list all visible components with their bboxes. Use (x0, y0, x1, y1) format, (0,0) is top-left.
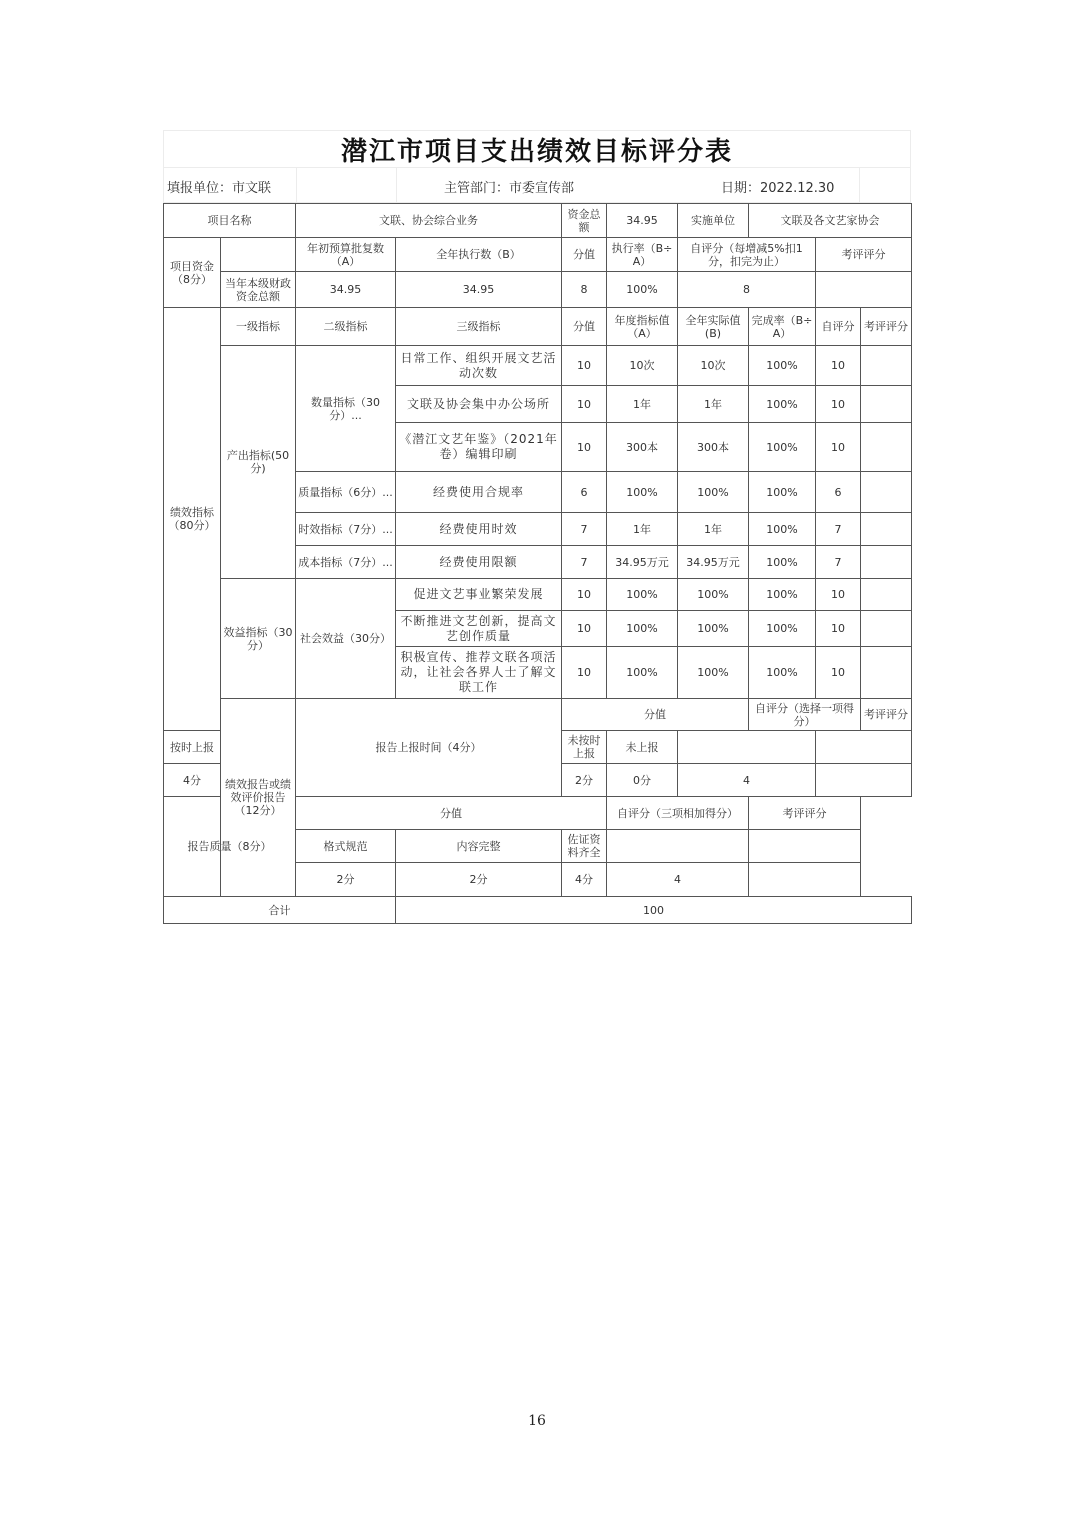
table-row (164, 346, 912, 386)
indicator-target: 34.95万元 (607, 546, 678, 579)
target-header: 年度指标值（A） (607, 308, 678, 346)
info-divider (859, 168, 860, 202)
indicator-self: 7 (816, 546, 861, 579)
indicator-rate: 100% (749, 546, 816, 579)
exec-rate-value: 100% (607, 272, 678, 308)
report-date: 日期：2022.12.30 (721, 181, 835, 196)
info-bar (163, 167, 911, 203)
blank-cell (607, 830, 749, 863)
report-quality-self-header: 自评分（三项相加得分） (607, 797, 749, 830)
report-time-review-header: 考评评分 (861, 699, 912, 731)
blank-cell (749, 830, 861, 863)
indicator-target: 100% (607, 647, 678, 699)
indicator-actual: 34.95万元 (678, 546, 749, 579)
indicator-actual: 300本 (678, 423, 749, 472)
indicator-self: 10 (816, 423, 861, 472)
fund-blank-cell (221, 238, 296, 272)
indicator-score: 10 (562, 611, 607, 647)
indicator-target: 10次 (607, 346, 678, 386)
perf-header-row (164, 308, 912, 346)
fund-section-label: 项目资金（8分） (164, 238, 221, 308)
total-value: 100 (396, 897, 912, 924)
level3-header: 三级指标 (396, 308, 562, 346)
indicator-rate: 100% (749, 611, 816, 647)
report-quality-self-value: 4 (607, 863, 749, 897)
indicator-self: 7 (816, 513, 861, 546)
social-benefit-label: 社会效益（30分） (296, 579, 396, 699)
indicator-actual: 1年 (678, 513, 749, 546)
indicator-review (861, 513, 912, 546)
indicator-name: 文联及协会集中办公场所 (396, 386, 562, 423)
indicator-actual: 10次 (678, 346, 749, 386)
budget-value: 34.95 (296, 272, 396, 308)
exec-value: 34.95 (396, 272, 562, 308)
indicator-target: 100% (607, 472, 678, 513)
not-reported-score: 0分 (607, 764, 678, 797)
report-quality-score-header: 分值 (296, 797, 607, 830)
indicator-review (861, 472, 912, 513)
reporting-unit: 填报单位：市文联 (167, 181, 272, 196)
total-label: 合计 (164, 897, 396, 924)
content-score: 2分 (396, 863, 562, 897)
score-sheet (163, 130, 911, 924)
fund-review-value (816, 272, 912, 308)
indicator-actual: 100% (678, 611, 749, 647)
fund-self-header: 自评分（每增减5%扣1分，扣完为止） (678, 238, 816, 272)
indicator-self: 10 (816, 386, 861, 423)
report-quality-review-header: 考评评分 (749, 797, 861, 830)
indicator-score: 10 (562, 647, 607, 699)
indicator-score: 10 (562, 386, 607, 423)
completion-header: 完成率（B÷A） (749, 308, 816, 346)
fund-score-value: 8 (562, 272, 607, 308)
score-header: 分值 (562, 238, 607, 272)
indicator-score: 6 (562, 472, 607, 513)
info-divider (396, 168, 397, 202)
evidence-score: 4分 (562, 863, 607, 897)
indicator-rate: 100% (749, 386, 816, 423)
indicator-name: 经费使用限额 (396, 546, 562, 579)
indicator-rate: 100% (749, 346, 816, 386)
project-name-value: 文联、协会综合业务 (296, 204, 562, 238)
perf-section-label: 绩效指标（80分） (164, 308, 221, 731)
indicator-name: 促进文艺事业繁荣发展 (396, 579, 562, 611)
indicator-name: 《潜江文艺年鉴》（2021年卷）编辑印刷 (396, 423, 562, 472)
table-row (164, 579, 912, 611)
benefit-indicator-label: 效益指标（30分） (221, 579, 296, 699)
project-row (164, 204, 912, 238)
evidence-option: 佐证资料齐全 (562, 830, 607, 863)
indicator-name: 日常工作、组织开展文艺活动次数 (396, 346, 562, 386)
fund-self-value: 8 (678, 272, 816, 308)
blank-cell (678, 731, 816, 764)
indicator-rate: 100% (749, 423, 816, 472)
blank-cell (816, 764, 912, 797)
indicator-self: 10 (816, 346, 861, 386)
actual-header: 全年实际值(B) (678, 308, 749, 346)
fund-row-label: 当年本级财政资金总额 (221, 272, 296, 308)
indicator-actual: 100% (678, 647, 749, 699)
format-option: 格式规范 (296, 830, 396, 863)
fund-review-header: 考评评分 (816, 238, 912, 272)
level1-header: 一级指标 (221, 308, 296, 346)
output-indicator-label: 产出指标(50分) (221, 346, 296, 579)
indicator-target: 100% (607, 611, 678, 647)
fund-value-row (164, 272, 912, 308)
content-option: 内容完整 (396, 830, 562, 863)
indicator-actual: 100% (678, 472, 749, 513)
indicator-review (861, 647, 912, 699)
perf-self-header: 自评分 (816, 308, 861, 346)
indicator-review (861, 346, 912, 386)
cost-indicator-label: 成本指标（7分）... (296, 546, 396, 579)
indicator-rate: 100% (749, 647, 816, 699)
indicator-name: 经费使用时效 (396, 513, 562, 546)
late-option: 未按时上报 (562, 731, 607, 764)
indicator-score: 7 (562, 546, 607, 579)
fund-total-value: 34.95 (607, 204, 678, 238)
department: 主管部门：市委宣传部 (444, 181, 575, 196)
blank-cell (816, 731, 912, 764)
quantity-indicator-label: 数量指标（30分）... (296, 346, 396, 472)
indicator-self: 10 (816, 611, 861, 647)
report-time-label: 报告上报时间（4分） (296, 699, 562, 797)
indicator-target: 100% (607, 579, 678, 611)
late-score: 2分 (562, 764, 607, 797)
indicator-review (861, 611, 912, 647)
indicator-review (861, 423, 912, 472)
perf-review-header: 考评评分 (861, 308, 912, 346)
page-title: 潜江市项目支出绩效目标评分表 (163, 130, 911, 167)
report-time-header-row (164, 699, 912, 731)
indicator-self: 10 (816, 647, 861, 699)
indicator-actual: 1年 (678, 386, 749, 423)
indicator-review (861, 579, 912, 611)
indicator-target: 1年 (607, 386, 678, 423)
report-time-self-header: 自评分（选择一项得分） (749, 699, 861, 731)
page-number: 16 (528, 1413, 546, 1429)
impl-unit-value: 文联及各文艺家协会 (749, 204, 912, 238)
report-quality-label: 报告质量（8分） (164, 797, 296, 897)
indicator-score: 10 (562, 423, 607, 472)
indicator-rate: 100% (749, 472, 816, 513)
indicator-score: 10 (562, 346, 607, 386)
perf-score-header: 分值 (562, 308, 607, 346)
indicator-review (861, 546, 912, 579)
total-row (164, 897, 912, 924)
indicator-score: 7 (562, 513, 607, 546)
on-time-score: 4分 (164, 764, 221, 797)
exec-rate-header: 执行率（B÷A） (607, 238, 678, 272)
indicator-review (861, 386, 912, 423)
indicator-rate: 100% (749, 513, 816, 546)
exec-header: 全年执行数（B） (396, 238, 562, 272)
report-time-self-value: 4 (678, 764, 816, 797)
blank-cell (749, 863, 861, 897)
on-time-option: 按时上报 (164, 731, 221, 764)
format-score: 2分 (296, 863, 396, 897)
indicator-target: 1年 (607, 513, 678, 546)
score-table (163, 203, 912, 924)
indicator-name: 积极宣传、推荐文联各项活动，让社会各界人士了解文联工作 (396, 647, 562, 699)
not-reported-option: 未上报 (607, 731, 678, 764)
report-section-label: 绩效报告或绩效评价报告（12分） (221, 699, 296, 897)
indicator-rate: 100% (749, 579, 816, 611)
indicator-score: 10 (562, 579, 607, 611)
project-name-label: 项目名称 (164, 204, 296, 238)
info-divider (296, 168, 297, 202)
impl-unit-label: 实施单位 (678, 204, 749, 238)
fund-total-label: 资金总额 (562, 204, 607, 238)
indicator-actual: 100% (678, 579, 749, 611)
level2-header: 二级指标 (296, 308, 396, 346)
indicator-self: 10 (816, 579, 861, 611)
budget-header: 年初预算批复数（A） (296, 238, 396, 272)
fund-header-row (164, 238, 912, 272)
quality-indicator-label: 质量指标（6分）... (296, 472, 396, 513)
indicator-name: 不断推进文艺创新，提高文艺创作质量 (396, 611, 562, 647)
indicator-self: 6 (816, 472, 861, 513)
timeliness-indicator-label: 时效指标（7分）... (296, 513, 396, 546)
indicator-target: 300本 (607, 423, 678, 472)
indicator-name: 经费使用合规率 (396, 472, 562, 513)
report-time-score-header: 分值 (562, 699, 749, 731)
